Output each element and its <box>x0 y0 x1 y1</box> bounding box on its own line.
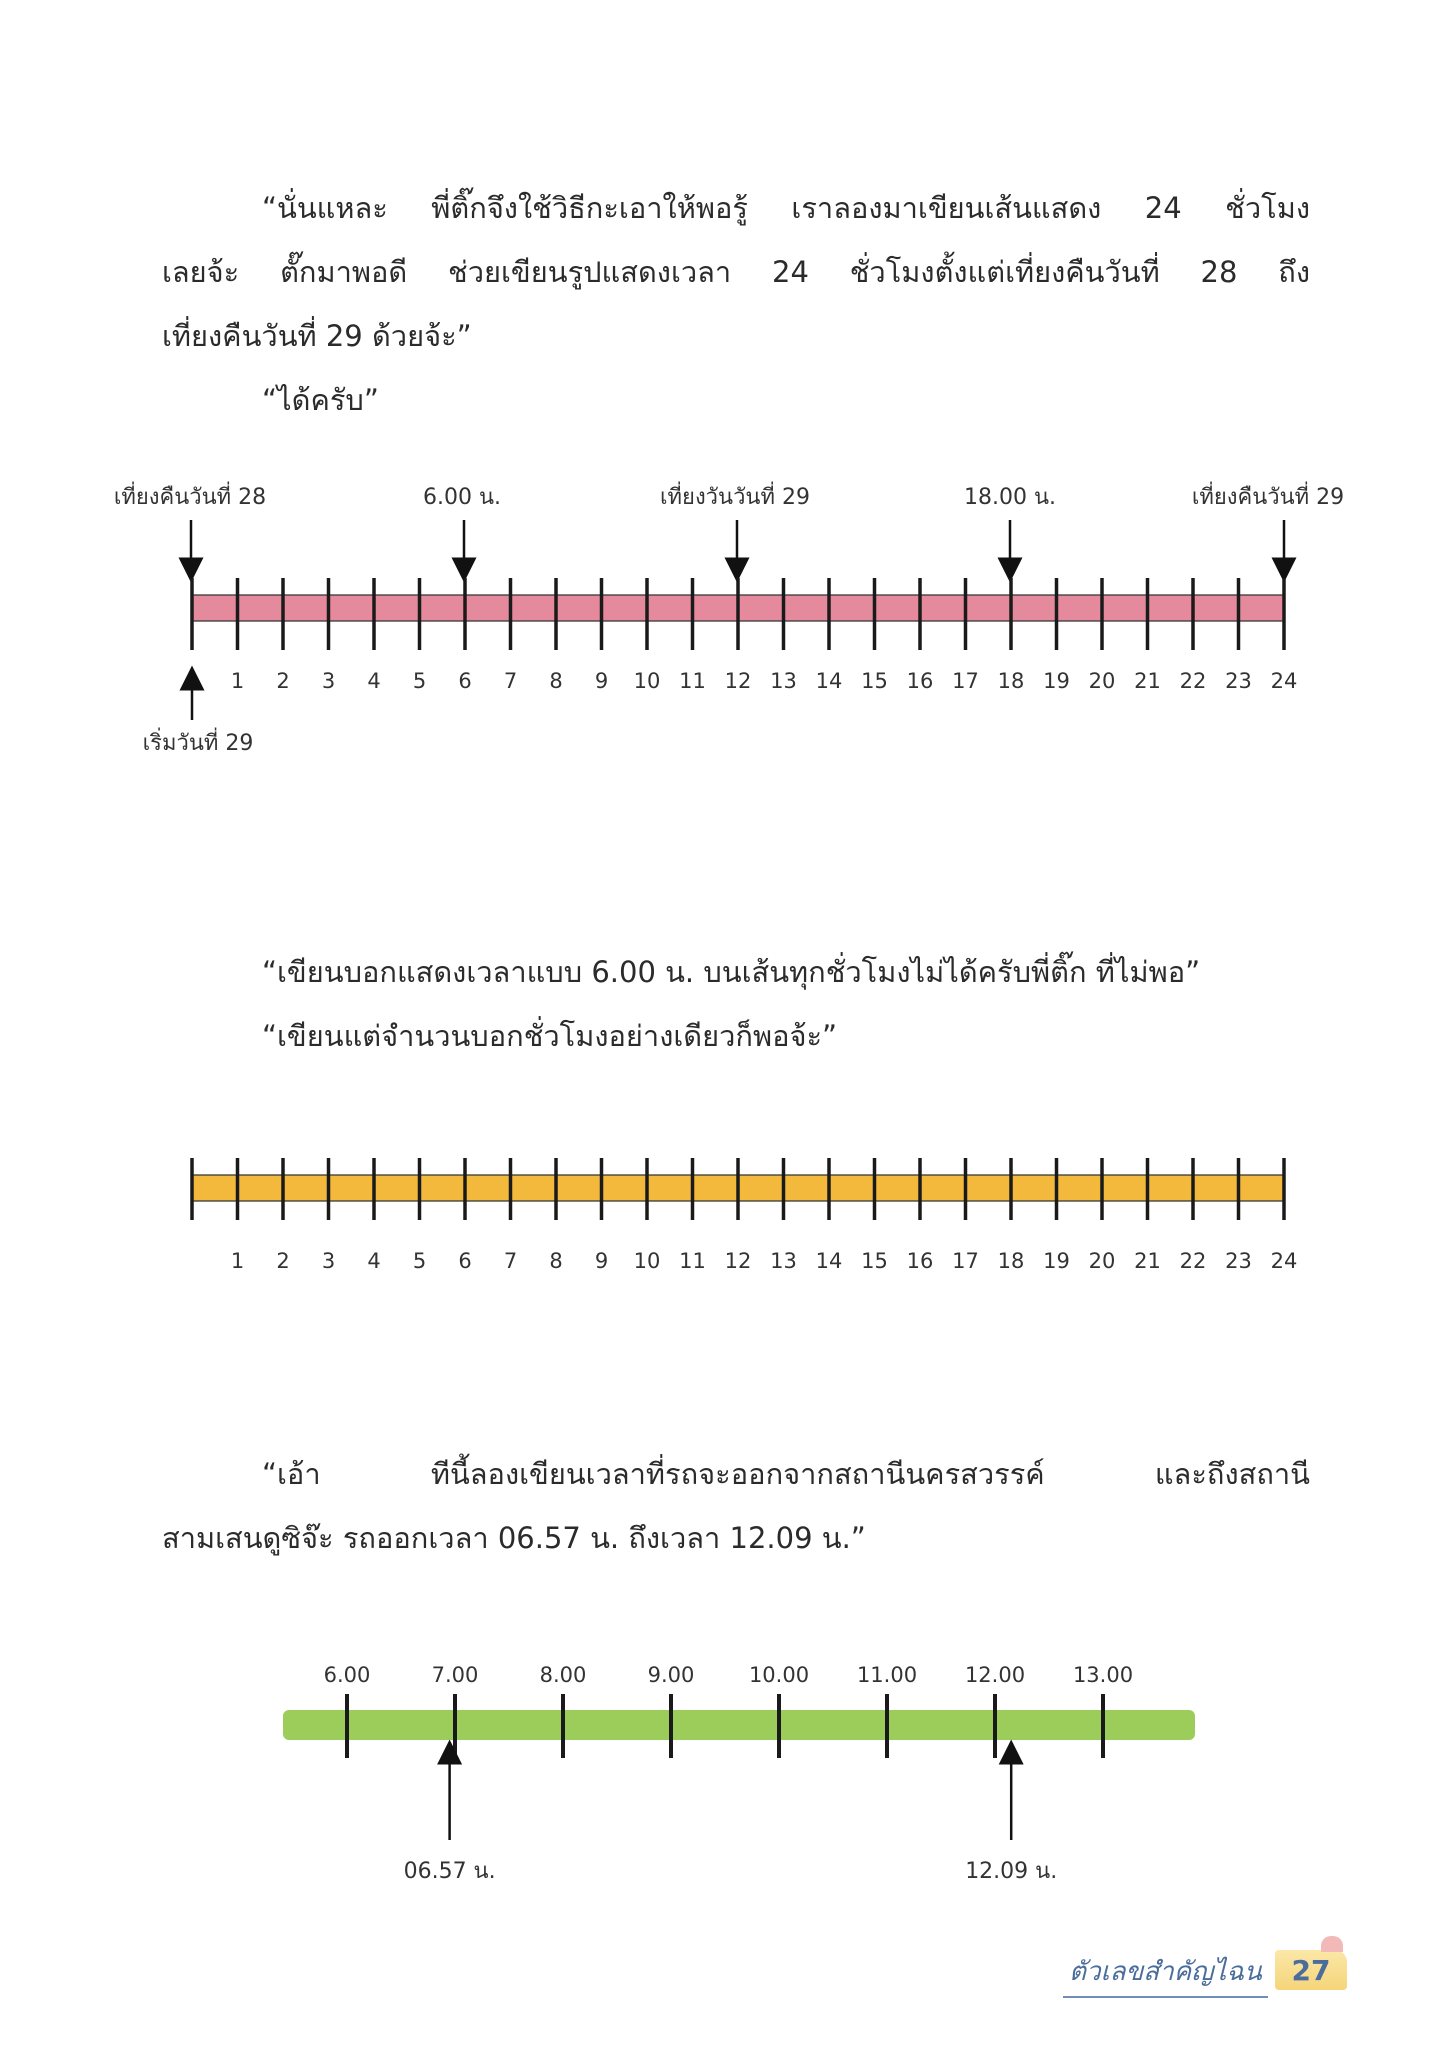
paragraph-1-line-3: เที่ยงคืนวันที่ 29 ด้วยจ้ะ” <box>162 319 472 353</box>
timeline-train-trip <box>0 1640 1456 1900</box>
arrows-down <box>191 520 1284 570</box>
hour-number-7: 7 <box>503 669 518 693</box>
hour-number-9: 9 <box>594 1249 609 1273</box>
hour-number-21: 21 <box>1134 669 1161 693</box>
hour-number-23: 23 <box>1225 669 1252 693</box>
hour-number-1: 1 <box>230 669 245 693</box>
paragraph-1-line-4: “ได้ครับ” <box>262 383 379 417</box>
label-midnight-29: เที่ยงคืนวันที่ 29 <box>1191 485 1345 510</box>
timeline-3-hour-labels <box>324 1663 1133 1687</box>
hour-number-7: 7 <box>503 1249 518 1273</box>
paragraph-3-line-2: สามเสนดูซิจ๊ะ รถออกเวลา 06.57 น. ถึงเวลา 12.09 น.” <box>162 1521 866 1555</box>
hour-number-19: 19 <box>1043 669 1070 693</box>
hour-number-5: 5 <box>412 1249 427 1273</box>
hour-number-12: 12 <box>724 669 752 693</box>
hour-label-11.00: 11.00 <box>856 1663 918 1687</box>
hour-number-13: 13 <box>770 1249 797 1273</box>
hour-number-10: 10 <box>633 669 661 693</box>
hour-label-10.00: 10.00 <box>748 1663 810 1687</box>
hour-number-6: 6 <box>458 669 472 693</box>
hour-number-13: 13 <box>770 669 797 693</box>
paragraph-1-line-2: เลยจ้ะ ตั๊กมาพอดี ช่วยเขียนรูปแสดงเวลา 24 ชั่วโมงตั้งแต่เที่ยงคืนวันที่ 28 ถึง <box>162 255 1310 289</box>
label-midnight-28: เที่ยงคืนวันที่ 28 <box>113 485 267 510</box>
hour-number-11: 11 <box>679 669 706 693</box>
hour-number-18: 18 <box>997 669 1025 693</box>
hour-number-4: 4 <box>367 669 381 693</box>
hour-number-10: 10 <box>633 1249 661 1273</box>
page-number: 27 <box>1275 1950 1347 1990</box>
hour-number-6: 6 <box>458 1249 472 1273</box>
paragraph-3-line-1: “เอ้า ทีนี้ลองเขียนเวลาที่รถจะออกจากสถานีนครสวรรค์ และถึงสถานี <box>262 1457 1310 1491</box>
timeline-1-numbers <box>231 669 1298 693</box>
hour-number-20: 20 <box>1088 1249 1116 1273</box>
hour-number-15: 15 <box>861 1249 888 1273</box>
hour-label-8.00: 8.00 <box>539 1663 587 1687</box>
timeline-2-numbers <box>231 1249 1298 1273</box>
hour-number-9: 9 <box>594 669 609 693</box>
hour-number-3: 3 <box>321 1249 336 1273</box>
label-noon-29: เที่ยงวันวันที่ 29 <box>660 485 810 510</box>
hour-number-4: 4 <box>367 1249 381 1273</box>
hour-number-1: 1 <box>230 1249 245 1273</box>
hour-number-8: 8 <box>549 669 563 693</box>
hour-number-21: 21 <box>1134 1249 1161 1273</box>
hour-number-14: 14 <box>815 1249 843 1273</box>
hour-number-18: 18 <box>997 1249 1025 1273</box>
hour-number-20: 20 <box>1088 669 1116 693</box>
hour-number-2: 2 <box>276 1249 290 1273</box>
hour-number-16: 16 <box>906 1249 934 1273</box>
hour-number-24: 24 <box>1270 1249 1298 1273</box>
hour-number-5: 5 <box>412 669 427 693</box>
hour-number-23: 23 <box>1225 1249 1252 1273</box>
hour-number-15: 15 <box>861 669 888 693</box>
hour-number-14: 14 <box>815 669 843 693</box>
hour-label-6.00: 6.00 <box>323 1663 371 1687</box>
paragraph-1-line-1: “นั่นแหละ พี่ติ๊กจึงใช้วิธีกะเอาให้พอรู้ เราลองมาเขียนเส้นแสดง 24 ชั่วโมง <box>262 191 1310 225</box>
timeline-3-markers <box>404 1752 1058 1884</box>
hour-number-12: 12 <box>724 1249 752 1273</box>
hour-number-24: 24 <box>1270 669 1298 693</box>
hour-number-16: 16 <box>906 669 934 693</box>
paragraph-2-line-2: “เขียนแต่จำนวนบอกชั่วโมงอย่างเดียวก็พอจ้ะ” <box>262 1019 838 1053</box>
hour-number-17: 17 <box>952 1249 979 1273</box>
label-6pm: 18.00 น. <box>963 485 1057 510</box>
paragraph-2-line-1: “เขียนบอกแสดงเวลาแบบ 6.00 น. บนเส้นทุกชั่วโมงไม่ได้ครับพี่ติ๊ก ที่ไม่พอ” <box>262 955 1201 989</box>
label-start-day-29: เริ่มวันที่ 29 <box>142 731 254 756</box>
hour-label-12.00: 12.00 <box>964 1663 1026 1687</box>
marker-label-1: 12.09 น. <box>965 1859 1058 1884</box>
hour-number-8: 8 <box>549 1249 563 1273</box>
timeline-24h-labelled <box>0 470 1456 760</box>
timeline-24h-numbers <box>0 1140 1456 1280</box>
hour-number-19: 19 <box>1043 1249 1070 1273</box>
hour-label-7.00: 7.00 <box>431 1663 479 1687</box>
hour-number-17: 17 <box>952 669 979 693</box>
hour-number-22: 22 <box>1179 1249 1207 1273</box>
hour-label-9.00: 9.00 <box>647 1663 695 1687</box>
hour-number-22: 22 <box>1179 669 1207 693</box>
hour-number-2: 2 <box>276 669 290 693</box>
hour-number-11: 11 <box>679 1249 706 1273</box>
timeline-3-bar <box>283 1710 1195 1740</box>
label-6am: 6.00 น. <box>422 485 502 510</box>
marker-label-0: 06.57 น. <box>403 1859 496 1884</box>
hour-label-13.00: 13.00 <box>1072 1663 1134 1687</box>
footer-book-title: ตัวเลขสำคัญไฉน <box>1063 1950 1268 1998</box>
hour-number-3: 3 <box>321 669 336 693</box>
